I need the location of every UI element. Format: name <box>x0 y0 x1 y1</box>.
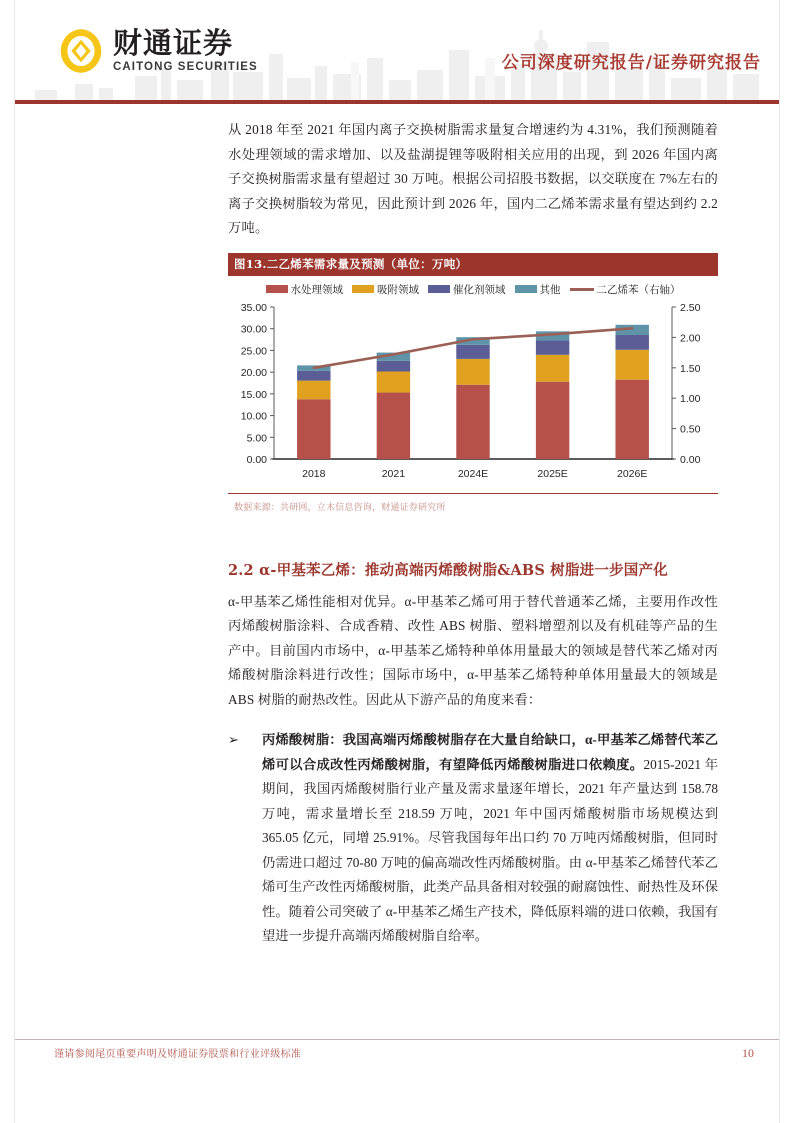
intro-paragraph: 从 2018 年至 2021 年国内离子交换树脂需求量复合增速约为 4.31%，我们预测随着水处理领域的需求增加、以及盐湖提锂等吸附相关应用的出现，到 2026 年国内离子交换树脂需求量有望超过 30 万吨。根据公司招股书数据，以交联度在 7%左右的离子交换树脂较为常见，因此预计到 2026 年，国内二乙烯苯需求量有望达到约 2.2 万吨。 <box>228 122 718 235</box>
figure-13 <box>228 253 718 513</box>
svg-text:2.50: 2.50 <box>680 301 701 314</box>
figure-title: 图13.二乙烯苯需求量及预测（单位：万吨） <box>228 253 718 276</box>
legend-swatch-catalyst <box>428 285 450 293</box>
legend-swatch-dvb-line <box>570 288 594 291</box>
bullet-bold-lead: 丙烯酸树脂：我国高端丙烯酸树脂存在大量自给缺口，α-甲基苯乙烯替代苯乙烯可以合成改性丙烯酸树脂，有望降低丙烯酸树脂进口依赖度。 <box>262 732 718 772</box>
stacked-bar-chart <box>228 299 718 489</box>
footer-page-number: 10 <box>742 1046 754 1060</box>
page-right-border <box>779 0 780 1123</box>
svg-text:15.00: 15.00 <box>240 388 267 401</box>
svg-text:0.50: 0.50 <box>680 423 701 436</box>
bullet-rest: 2015-2021 年期间，我国丙烯酸树脂行业产量及需求量逐年增长，2021 年产量达到 158.78 万吨，需求量增长至 218.59 万吨，2021 年中国丙烯酸树脂市场规模达到 365.05 亿元，同增 25.91%。尽管我国每年出口约 70 万吨丙烯酸树脂，但同时仍需进口超过 70-80 万吨的偏高端改性丙烯酸树脂。由 α-甲基苯乙烯替代苯乙烯可生产改性丙烯酸树脂，此类产品具备相对较强的耐腐蚀性、耐热性及环保性。随着公司突破了 α-甲基苯乙烯生产技术，降低原料端的进口依赖，我国有望进一步提升高端丙烯酸树脂自给率。 <box>262 756 718 943</box>
legend-label-catalyst: 催化剂领域 <box>453 283 506 296</box>
svg-text:2026E: 2026E <box>617 467 648 480</box>
svg-text:1.00: 1.00 <box>680 392 701 405</box>
legend-label-dvb-line: 二乙烯苯（右轴） <box>596 283 681 296</box>
figure-body <box>228 276 718 494</box>
legend-label-adsorption: 吸附领域 <box>377 283 419 296</box>
section-heading-2-2: 2.2 α-甲基苯乙烯：推动高端丙烯酸树脂&ABS 树脂进一步国产化 <box>228 561 668 579</box>
svg-text:5.00: 5.00 <box>246 431 267 444</box>
legend-item-water <box>266 282 344 297</box>
footer-divider <box>15 1039 779 1040</box>
caitong-logo-icon <box>57 27 105 75</box>
legend-label-other: 其他 <box>539 283 561 296</box>
legend-swatch-water <box>266 285 288 293</box>
svg-text:10.00: 10.00 <box>240 410 267 423</box>
logo-text-chinese: 财通证券 <box>113 26 234 60</box>
legend-item-dvb-line <box>570 282 681 297</box>
bullet-text <box>262 728 718 949</box>
page-footer <box>54 1045 754 1061</box>
legend-swatch-adsorption <box>352 285 374 293</box>
svg-text:1.50: 1.50 <box>680 362 701 375</box>
footer-disclaimer: 谨请参阅尾页重要声明及财通证券股票和行业评级标准 <box>54 1049 302 1060</box>
svg-text:2025E: 2025E <box>537 467 568 480</box>
bullet-arrow-icon: ➢ <box>228 732 239 747</box>
page-header <box>15 0 779 100</box>
chart-plot <box>228 299 718 489</box>
svg-text:2.00: 2.00 <box>680 331 701 344</box>
brand-logo <box>57 27 258 75</box>
logo-text-english: CAITONG SECURITIES <box>113 61 258 73</box>
svg-text:35.00: 35.00 <box>240 301 267 314</box>
legend-item-catalyst <box>428 282 506 297</box>
svg-text:2018: 2018 <box>302 467 326 480</box>
svg-text:30.00: 30.00 <box>240 323 267 336</box>
svg-text:0.00: 0.00 <box>246 453 267 466</box>
chart-legend <box>228 276 718 299</box>
legend-item-adsorption <box>352 282 419 297</box>
page-left-border <box>14 0 15 1123</box>
svg-text:0.00: 0.00 <box>680 453 701 466</box>
legend-label-water: 水处理领域 <box>290 283 343 296</box>
header-divider <box>15 100 779 104</box>
content-column <box>228 118 718 949</box>
section-paragraph: α-甲基苯乙烯性能相对优异。α-甲基苯乙烯可用于替代普通苯乙烯，主要用作改性丙烯酸树脂涂料、合成香精、改性 ABS 树脂、塑料增塑剂以及有机硅等产品的生产中。目前国内市场中，α-甲基苯乙烯特种单体用量最大的领域是替代苯乙烯对丙烯酸树脂涂料进行改性；国际市场中，α-甲基苯乙烯特种单体用量最大的领域是 ABS 树脂的耐热改性。因此从下游产品的角度来看： <box>228 593 718 707</box>
svg-text:20.00: 20.00 <box>240 366 267 379</box>
svg-text:25.00: 25.00 <box>240 344 267 357</box>
report-type-label: 公司深度研究报告/证券研究报告 <box>501 53 761 73</box>
bullet-item-acrylic-resin <box>228 728 718 949</box>
svg-text:2024E: 2024E <box>457 467 489 480</box>
svg-text:2021: 2021 <box>381 467 406 480</box>
legend-swatch-other <box>515 285 537 293</box>
legend-item-other <box>515 282 561 297</box>
figure-source: 数据来源：共研网，立木信息咨询，财通证券研究所 <box>234 502 446 513</box>
